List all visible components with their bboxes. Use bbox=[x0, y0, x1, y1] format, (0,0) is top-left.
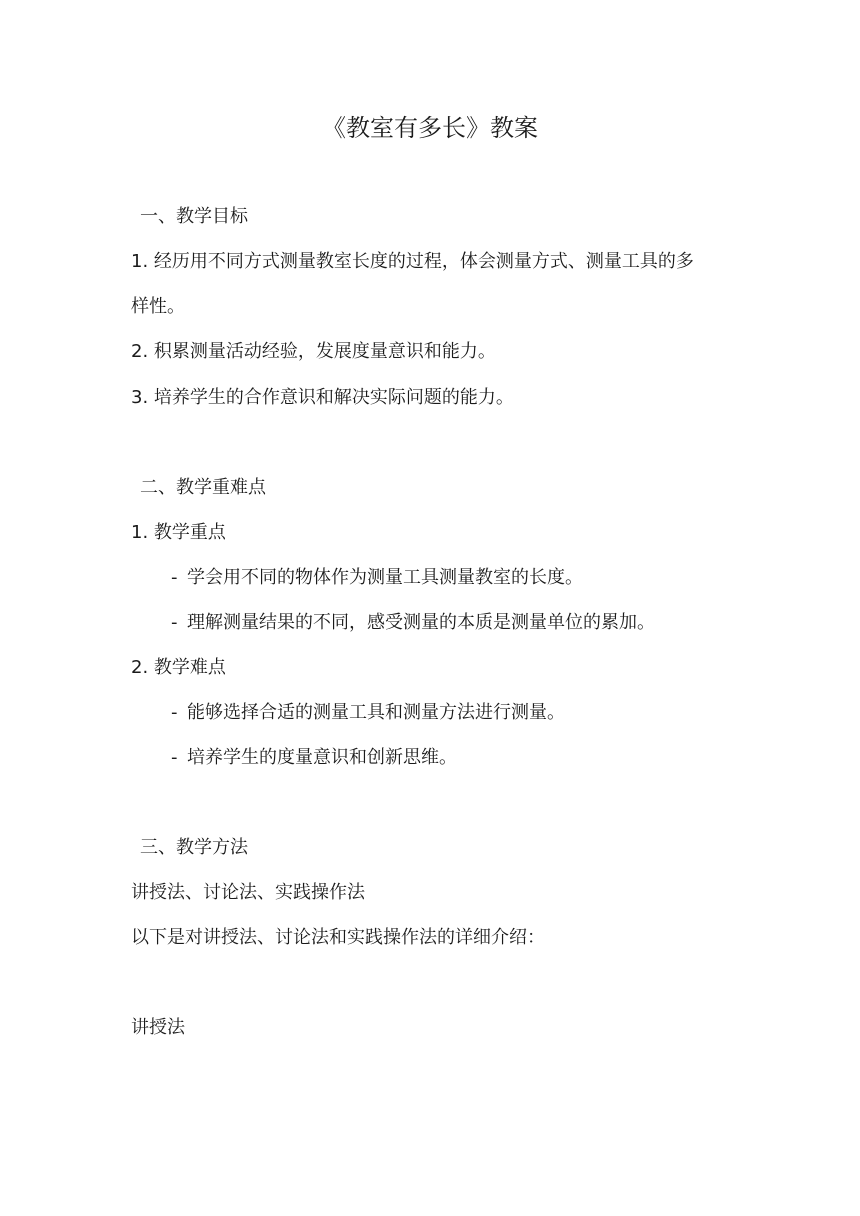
bullet-marker: - bbox=[171, 612, 178, 633]
document-title: 《教室有多长》教案 bbox=[322, 114, 538, 142]
difficult-point-bullet-1 bbox=[171, 701, 565, 725]
objective-item-1-line-1: 1. 经历用不同方式测量教室长度的过程，体会测量方式、测量工具的多 bbox=[131, 251, 694, 272]
objective-item-1-line-2: 样性。 bbox=[131, 296, 185, 317]
key-point-bullet-1 bbox=[171, 566, 583, 590]
section-heading-objectives: 一、教学目标 bbox=[140, 206, 248, 227]
methods-intro: 以下是对讲授法、讨论法和实践操作法的详细介绍： bbox=[131, 927, 545, 948]
method-subheading-lecture: 讲授法 bbox=[131, 1017, 185, 1038]
subsection-difficult-point: 2. 教学难点 bbox=[131, 657, 226, 678]
bullet-text: 理解测量结果的不同，感受测量的本质是测量单位的累加。 bbox=[187, 612, 655, 633]
bullet-marker: - bbox=[171, 747, 178, 768]
bullet-marker: - bbox=[171, 702, 178, 723]
objective-item-3: 3. 培养学生的合作意识和解决实际问题的能力。 bbox=[131, 387, 514, 408]
objective-item-2: 2. 积累测量活动经验，发展度量意识和能力。 bbox=[131, 341, 496, 362]
bullet-text: 能够选择合适的测量工具和测量方法进行测量。 bbox=[187, 702, 565, 723]
difficult-point-bullet-2 bbox=[171, 746, 457, 770]
bullet-marker: - bbox=[171, 567, 178, 588]
bullet-text: 学会用不同的物体作为测量工具测量教室的长度。 bbox=[187, 567, 583, 588]
methods-list: 讲授法、讨论法、实践操作法 bbox=[131, 882, 365, 903]
subsection-key-point: 1. 教学重点 bbox=[131, 522, 226, 543]
section-heading-key-points: 二、教学重难点 bbox=[140, 477, 266, 498]
section-heading-methods: 三、教学方法 bbox=[140, 837, 248, 858]
bullet-text: 培养学生的度量意识和创新思维。 bbox=[187, 747, 457, 768]
key-point-bullet-2 bbox=[171, 611, 655, 635]
